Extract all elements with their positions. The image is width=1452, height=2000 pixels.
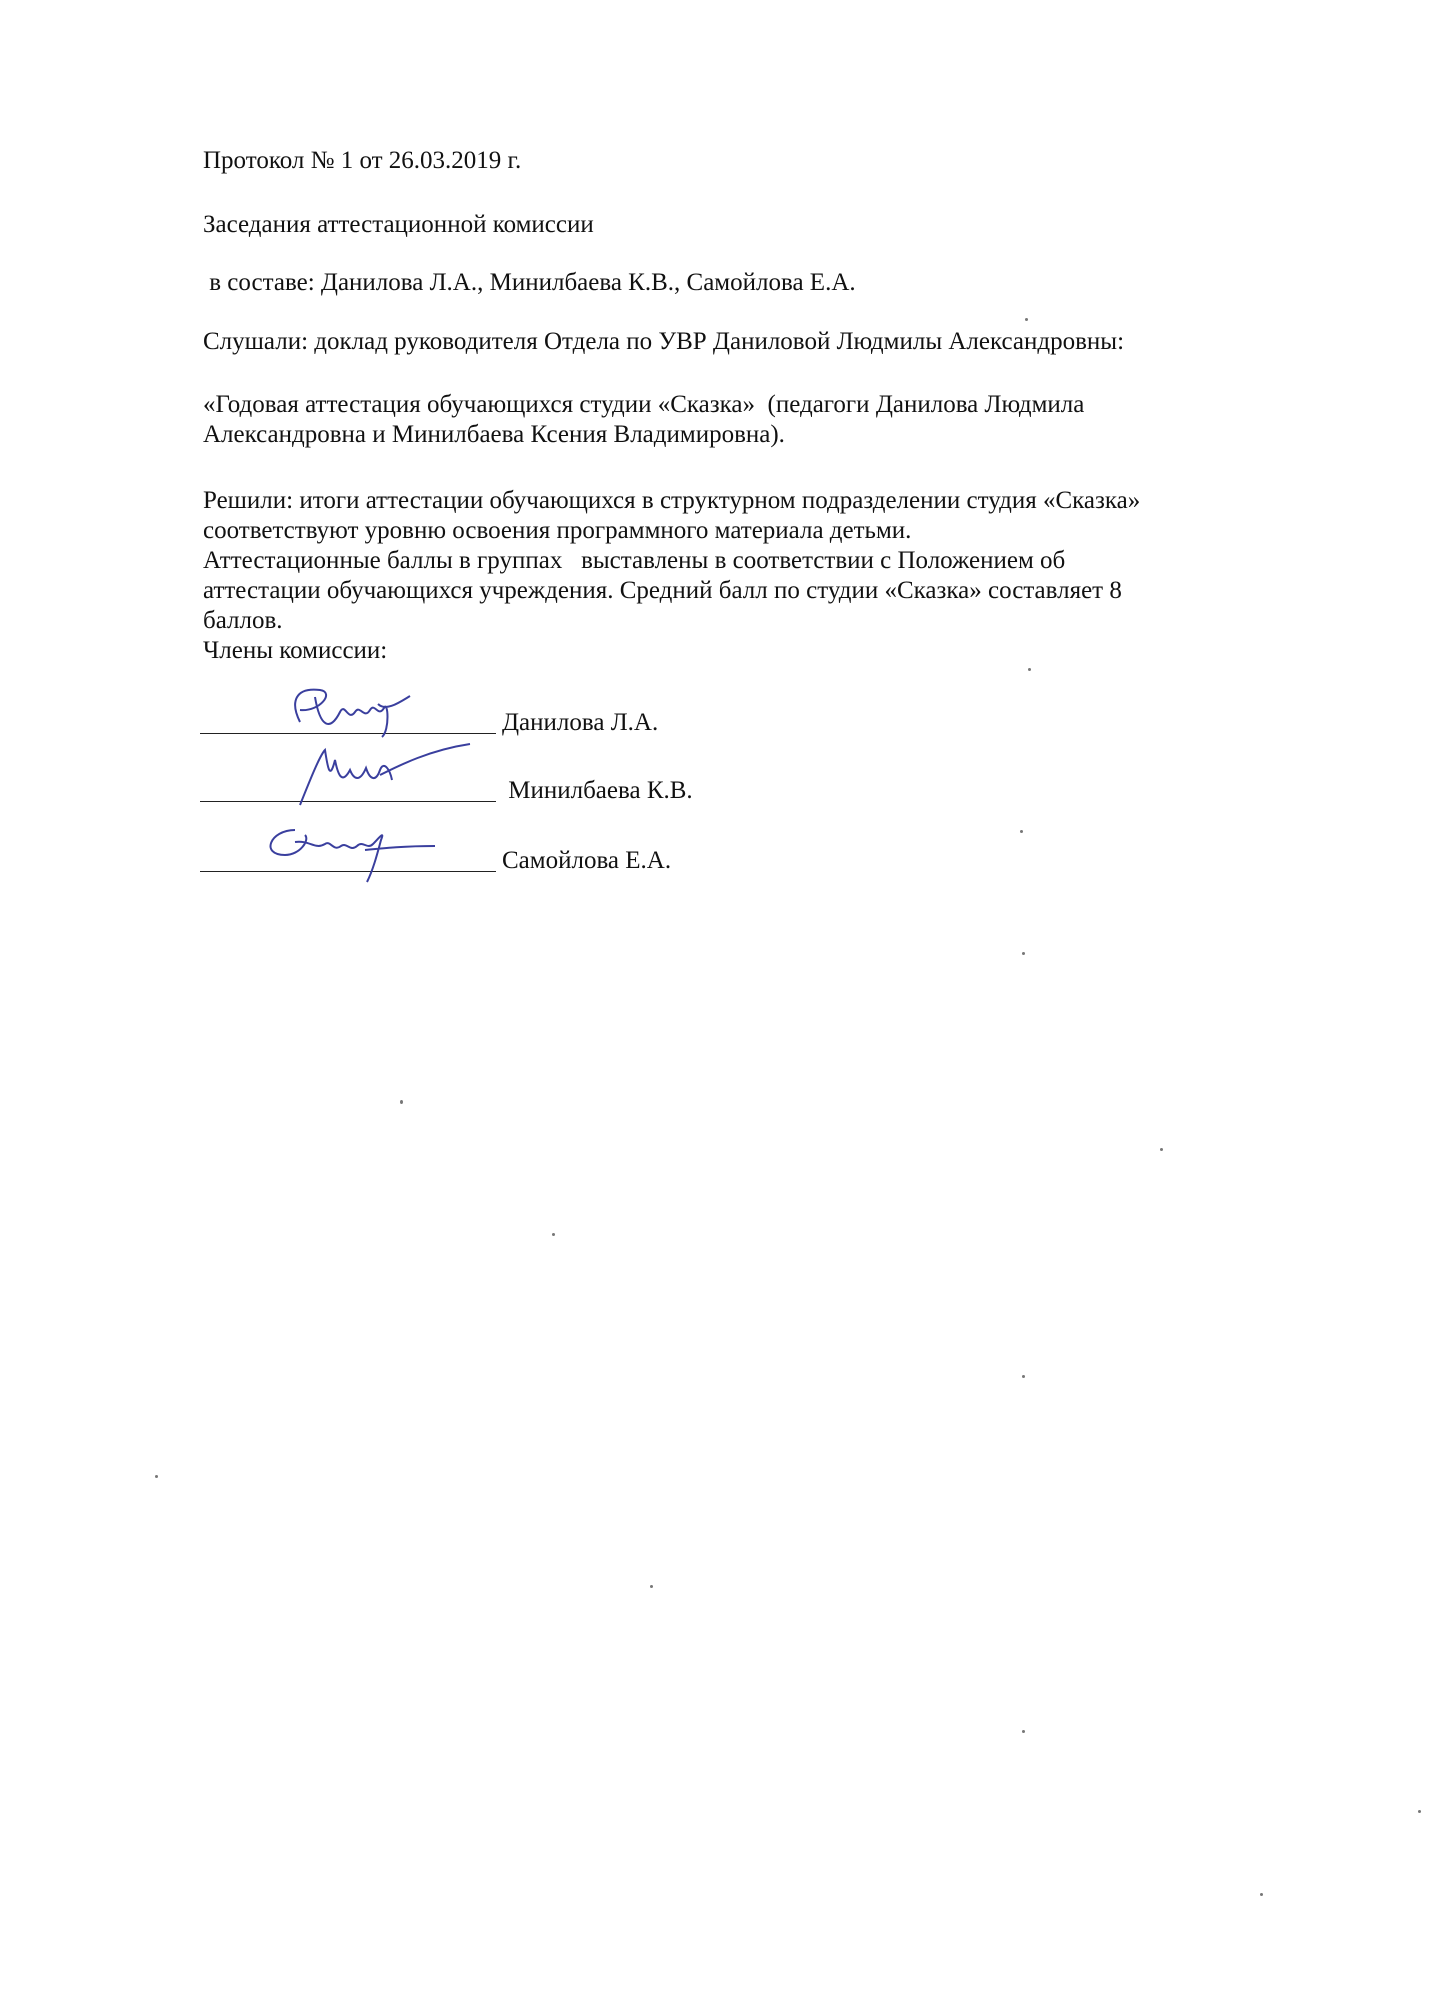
protocol-title xyxy=(203,146,1313,176)
signature-row-minilbaeva xyxy=(200,768,960,808)
decided-paragraph xyxy=(203,486,1313,666)
report-line: «Годовая аттестация обучающихся студии «Сказка» (педагоги Данилова Людмила xyxy=(203,391,1085,418)
scan-speck xyxy=(552,1233,555,1236)
scan-speck xyxy=(155,1475,158,1478)
scan-speck xyxy=(1022,1375,1025,1378)
scan-speck xyxy=(1022,952,1025,955)
scan-speck xyxy=(1028,668,1031,671)
decided-line: аттестации обучающихся учреждения. Средний балл по студии «Сказка» составляет 8 xyxy=(203,577,1122,604)
report-line: Александровна и Минилбаева Ксения Владимировна). xyxy=(203,421,785,448)
scan-speck xyxy=(1260,1893,1263,1896)
decided-line: Аттестационные баллы в группах выставлены в соответствии с Положением об xyxy=(203,547,1066,574)
scan-speck xyxy=(1160,1148,1163,1151)
signature-danilova-handwriting xyxy=(260,682,430,742)
meeting-heading xyxy=(203,210,1313,240)
heard-paragraph xyxy=(203,327,1313,357)
decided-line: соответствуют уровню освоения программного материала детьми. xyxy=(203,517,912,544)
scan-speck xyxy=(1025,318,1028,321)
scan-speck xyxy=(1020,830,1023,833)
signature-samoylova-handwriting xyxy=(255,810,445,890)
signature-name: Минилбаева К.В. xyxy=(502,777,693,804)
signature-row-samoylova xyxy=(200,838,960,878)
signature-name: Данилова Л.А. xyxy=(502,709,659,736)
composition xyxy=(203,268,1313,298)
report-paragraph xyxy=(203,390,1313,450)
decided-line: баллов. xyxy=(203,607,283,634)
protocol-title-text: Протокол № 1 от 26.03.2019 г. xyxy=(203,147,522,174)
composition-text: в составе: Данилова Л.А., Минилбаева К.В., Самойлова Е.А. xyxy=(203,269,856,296)
scan-speck xyxy=(650,1585,653,1588)
scan-speck xyxy=(400,1100,403,1104)
members-label: Члены комиссии: xyxy=(203,637,388,664)
scan-speck xyxy=(1418,1810,1421,1813)
decided-line: Решили: итоги аттестации обучающихся в структурном подразделении студия «Сказка» xyxy=(203,487,1141,514)
heard-text: Слушали: доклад руководителя Отдела по УВР Даниловой Людмилы Александровны: xyxy=(203,328,1125,355)
signature-minilbaeva-handwriting xyxy=(280,740,480,815)
signature-name: Самойлова Е.А. xyxy=(502,847,672,874)
scan-speck xyxy=(1022,1730,1025,1733)
meeting-heading-text: Заседания аттестационной комиссии xyxy=(203,211,594,238)
signature-row-danilova xyxy=(200,700,960,740)
